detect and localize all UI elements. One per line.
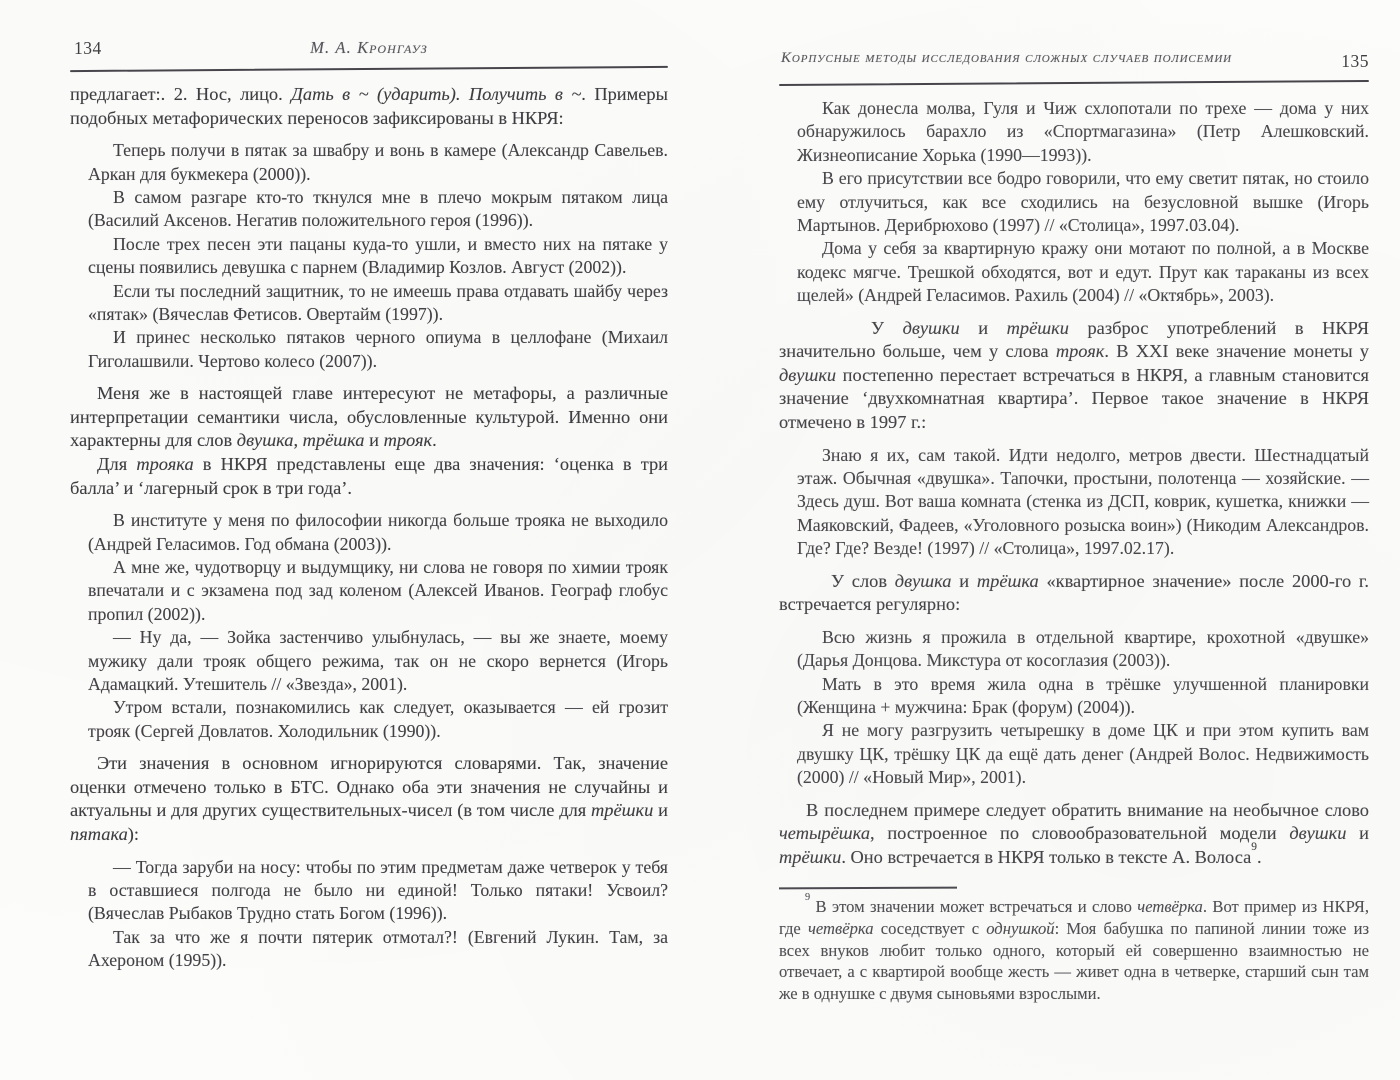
text-segment: В последнем примере следует обратить внимание на необычное слово bbox=[806, 799, 1369, 820]
text-segment: Утром встали, познакомились как следует, оказывается — ей грозит трояк (Сергей Довлатов. Холодильник (1990)). bbox=[88, 697, 668, 741]
footnote-ref: 9 bbox=[805, 892, 811, 904]
corpus-example-paragraph bbox=[797, 167, 1369, 237]
emphasis-text: двушки bbox=[779, 364, 837, 385]
body-paragraph bbox=[779, 317, 1369, 435]
text-segment: В этом значении может встречаться и слово bbox=[810, 897, 1138, 917]
text-segment: У bbox=[871, 317, 903, 338]
text-segment: Теперь получи в пятак за швабру и вонь в камере (Александр Савельев. Аркан для букмекера (2000)). bbox=[88, 140, 668, 184]
right-page-header bbox=[779, 50, 1369, 74]
footnote-body bbox=[779, 892, 1369, 1005]
emphasis-text: трёшки bbox=[591, 800, 654, 821]
emphasis-text: трёшки bbox=[1006, 317, 1069, 338]
corpus-example-paragraph bbox=[88, 626, 668, 696]
corpus-example-paragraph bbox=[797, 626, 1369, 673]
corpus-example-paragraph bbox=[88, 233, 668, 280]
left-page-body bbox=[70, 83, 668, 973]
text-segment: . bbox=[1256, 846, 1262, 867]
corpus-example-paragraph bbox=[88, 509, 668, 556]
text-segment: И принес несколько пятаков черного опиума в целлофане (Михаил Гиголашвили. Чертово колесо (2007)). bbox=[88, 327, 668, 371]
body-paragraph bbox=[70, 382, 668, 453]
right-running-head: Корпусные методы исследования сложных случаев полисемии bbox=[781, 50, 1233, 66]
text-segment: В его присутствии все бодро говорили, что ему светит пятак, но стоило ему отлучиться, как все сходились на безусловной вышке (Игорь Мартынов. Дерибрюхово (1997) // «Столица», 1997.03.04). bbox=[797, 168, 1369, 236]
body-paragraph bbox=[779, 799, 1369, 870]
corpus-example-paragraph bbox=[88, 280, 668, 327]
text-segment: и bbox=[364, 430, 384, 451]
text-segment: «квартирное значение» после 2000-го г. встречается регулярно: bbox=[779, 570, 1369, 615]
text-segment: в НКРЯ представлены еще два значения: ‘оценка в три балла’ и ‘лагерный срок в три года’. bbox=[70, 454, 668, 498]
text-segment: Если ты последний защитник, то не имеешь права отдавать шайбу через «пятак» (Вячеслав Фетисов. Овертайм (1997)). bbox=[88, 280, 668, 325]
text-segment: Дома у себя за квартирную кражу они мотают по полной, а в Москве кодекс мягче. Трешкой обходятся, вот и едут. Прут как тараканы из всех щелей» (Андрей Геласимов. Рахиль (2004) // «Октябрь», 2003). bbox=[797, 238, 1369, 306]
text-segment: В самом разгаре кто-то ткнулся мне в плечо мокрым пятаком лица (Василий Аксенов. Негатив положительного героя (1996)). bbox=[88, 187, 668, 231]
text-segment: Меня же в настоящей главе интересуют не метафоры, а различные интерпретации семантики числа, обусловленные культурой. Именно они характерны для слов bbox=[70, 383, 668, 451]
text-segment: . В XXI веке значение монеты у bbox=[1104, 341, 1369, 362]
text-segment: . Вот пример из НКРЯ, где bbox=[779, 897, 1369, 938]
left-page-number: 134 bbox=[74, 38, 102, 58]
emphasis-text: четырёшка bbox=[779, 823, 871, 844]
text-segment: — Тогда заруби на носу: чтобы по этим предметам даже четверок у тебя в оставшиеся полгода не было ни единой! Только пятаки! Усвоил? (Вячеслав Рыбаков Трудно стать Богом (1996)). bbox=[88, 856, 668, 924]
text-segment: : Моя бабушка по папиной линии тоже из всех внуков любит только одного, который ей совершенно взаимностью не отвечает, а с квартирой вообще жесть — живет одна в четверке, старший сын там же в однушке с двумя сыновьями взрослыми. bbox=[779, 918, 1369, 1004]
body-paragraph bbox=[70, 752, 668, 846]
text-segment: А мне же, чудотворцу и выдумщику, ни слова не говоря по химии трояк впечатали и с экзамена под зад коленом (Алексей Иванов. Географ глобус пропил (2002)). bbox=[88, 557, 668, 624]
text-segment: ): bbox=[127, 824, 140, 845]
emphasis-text: пятака bbox=[70, 824, 128, 845]
emphasis-text: двушки bbox=[902, 317, 960, 338]
footnote-ref: 9 bbox=[1251, 841, 1257, 854]
corpus-example-paragraph bbox=[797, 97, 1369, 167]
text-segment: Так за что же я почти пятерик отмотал?! (Евгений Лукин. Там, за Ахероном (1995)). bbox=[88, 926, 668, 971]
corpus-example-paragraph bbox=[797, 673, 1369, 720]
text-segment: и bbox=[653, 800, 668, 821]
emphasis-text: двушка bbox=[236, 430, 294, 451]
left-header-rule bbox=[70, 66, 668, 72]
text-segment: соседствует с bbox=[873, 918, 987, 938]
right-header-rule bbox=[779, 80, 1369, 86]
corpus-example-paragraph bbox=[88, 856, 668, 926]
text-segment: предлагает:. 2. Нос, лицо. bbox=[70, 84, 292, 104]
text-segment: Для bbox=[97, 454, 137, 475]
text-segment: разброс употреблений в НКРЯ значительно больше, чем у слова bbox=[779, 317, 1369, 362]
text-segment: . Примеры подобных метафорических переносов зафиксированы в НКРЯ: bbox=[70, 84, 668, 128]
right-page-number: 135 bbox=[1341, 51, 1369, 71]
text-segment: Эти значения в основном игнорируются словарями. Так, значение оценки отмечено только в БТС. Однако оба эти значения не случайны и актуальны и для других существительных-чисел (в том числе для bbox=[70, 753, 668, 821]
text-segment: Знаю я их, сам такой. Идти недолго, метров двести. Шестнадцатый этаж. Обычная «двушка». Тапочки, простыни, полотенца — хозяйские. — Здесь душ. Вот ваша комната (стенка из ДСП, коврик, кушетка, книжки — Маяковский, Фадеев, «Уголовного розыска воин») (Никодим Александров. Где? Где? Везде! (1997) // «Столица», 1997.02.17). bbox=[797, 444, 1369, 559]
emphasis-text: трёшка bbox=[976, 570, 1039, 591]
emphasis-text: двушка bbox=[894, 570, 952, 591]
right-page-body bbox=[779, 97, 1369, 869]
text-segment: В институте у меня по философии никогда больше трояка не выходило (Андрей Геласимов. Год обмана (2003)). bbox=[88, 510, 668, 554]
body-paragraph bbox=[70, 453, 668, 500]
body-paragraph bbox=[70, 83, 668, 130]
emphasis-text: однушкой bbox=[986, 918, 1055, 938]
corpus-example-paragraph bbox=[88, 696, 668, 743]
text-segment: — Ну да, — Зойка застенчиво улыбнулась, — вы же знаете, моему мужику дали трояк общего режима, так он не скоро вернется (Игорь Адамацкий. Утешитель // «Звезда», 2001). bbox=[88, 627, 668, 695]
emphasis-text: трёшки bbox=[779, 846, 842, 867]
text-segment: , построенное по словообразовательной модели bbox=[870, 823, 1290, 844]
text-segment: и bbox=[959, 317, 1007, 338]
text-segment: Я не могу разгрузить четырешку в доме ЦК и при этом купить вам двушку ЦК, трёшку ЦК да ещё дать денег (Андрей Волос. Недвижимость (2000) // «Новый Мир», 2001). bbox=[797, 720, 1369, 788]
emphasis-text: Дать в ~ (ударить). Получить в ~ bbox=[291, 84, 582, 104]
text-segment: У слов bbox=[831, 570, 895, 591]
text-segment: . Оно встречается в НКРЯ только в тексте А. Волоса bbox=[841, 846, 1252, 867]
emphasis-text: трёшка bbox=[302, 430, 365, 451]
corpus-example-paragraph bbox=[88, 139, 668, 186]
footnote-block bbox=[779, 887, 1369, 1005]
text-segment: Всю жизнь я прожила в отдельной квартире, крохотной «двушке» (Дарья Донцова. Микстура от косоглазия (2003)). bbox=[797, 626, 1369, 671]
corpus-example-paragraph bbox=[88, 556, 668, 626]
footnote-paragraph bbox=[779, 892, 1369, 1005]
footnote-separator-rule bbox=[779, 887, 957, 889]
text-segment: Как донесла молва, Гуля и Чиж схлопотали по трехе — дома у них обнаружилось барахло из «Спортмагазина» (Петр Алешковский. Жизнеописание Хорька (1990—1993)). bbox=[797, 98, 1369, 165]
left-page bbox=[70, 38, 668, 973]
corpus-example-paragraph bbox=[88, 186, 668, 233]
emphasis-text: четвёрка bbox=[1137, 897, 1203, 917]
emphasis-text: четвёрка bbox=[807, 918, 874, 938]
text-segment: и bbox=[951, 570, 977, 591]
body-paragraph bbox=[779, 570, 1369, 617]
emphasis-text: трояка bbox=[136, 454, 194, 475]
corpus-example-paragraph bbox=[797, 444, 1369, 561]
left-page-header bbox=[70, 38, 668, 62]
emphasis-text: трояк bbox=[1055, 341, 1105, 362]
corpus-example-paragraph bbox=[88, 926, 668, 973]
text-segment: Мать в это время жила одна в трёшке улучшенной планировки (Женщина + мужчина: Брак (форум) (2004)). bbox=[797, 673, 1369, 718]
emphasis-text: двушки bbox=[1289, 823, 1347, 844]
right-page bbox=[779, 50, 1369, 1005]
text-segment: , bbox=[293, 430, 303, 451]
text-segment: и bbox=[1346, 823, 1369, 844]
corpus-example-paragraph bbox=[797, 237, 1369, 307]
text-segment: постепенно перестает встречаться в НКРЯ, а главным становится значение ‘двухкомнатная квартира’. Первое такое значение в НКРЯ отмечено в 1997 г.: bbox=[779, 364, 1369, 433]
emphasis-text: трояк bbox=[383, 430, 433, 451]
left-running-head: М. А. Кронгауз bbox=[310, 38, 428, 57]
corpus-example-paragraph bbox=[797, 719, 1369, 789]
text-segment: После трех песен эти пацаны куда-то ушли, и вместо них на пятаке у сцены появились девушка с парнем (Владимир Козлов. Август (2002)). bbox=[88, 233, 668, 278]
text-segment: . bbox=[432, 430, 437, 451]
corpus-example-paragraph bbox=[88, 326, 668, 373]
